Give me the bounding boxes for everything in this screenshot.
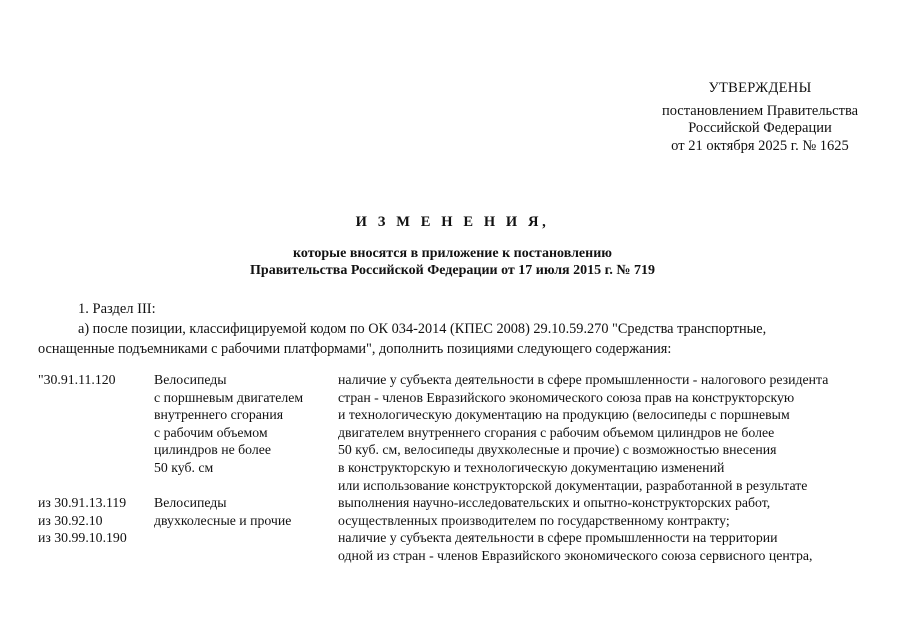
- requirement-line: двигателем внутреннего сгорания с рабочим объемом цилиндров не более: [338, 424, 775, 440]
- requirement-line: и технологическую документацию на продукцию (велосипеды с поршневым: [338, 407, 790, 423]
- code-cell: из 30.91.13.119: [38, 495, 127, 511]
- requirement-line: осуществленных производителем по государственному контракту;: [338, 512, 730, 528]
- codes-column: [38, 371, 127, 547]
- name-line: внутреннего сгорания: [154, 407, 284, 423]
- paragraph-line: а) после позиции, классифицируемой кодом по ОК 034-2014 (КПЕС 2008) 29.10.59.270 "Средства транспортные,: [78, 321, 767, 337]
- requirement-line: 50 куб. см, велосипеды двухколесные и прочие) с возможностью внесения: [338, 442, 777, 458]
- name-line: с поршневым двигателем: [154, 389, 304, 405]
- paragraph-a: [38, 320, 874, 359]
- name-line: с рабочим объемом: [154, 424, 268, 440]
- code-cell: "30.91.11.120: [38, 372, 116, 387]
- requirement-line: стран - членов Евразийского экономического союза прав на конструкторскую: [338, 389, 795, 405]
- code-cell: из 30.99.10.190: [38, 530, 127, 546]
- requirement-line: одной из стран - членов Евразийского экономического союза сервисного центра,: [338, 547, 813, 563]
- subtitle-line: Правительства Российской Федерации от 17 июля 2015 г. № 719: [250, 263, 655, 278]
- name-line: 50 куб. см: [154, 459, 214, 475]
- names-column: [154, 371, 303, 529]
- name-line: двухколесные и прочие: [154, 512, 292, 528]
- requirement-line: наличие у субъекта деятельности в сфере промышленности на территории: [338, 530, 778, 546]
- name-line: Велосипеды: [154, 495, 227, 511]
- section-heading: 1. Раздел III:: [78, 301, 156, 317]
- document-title: И З М Е Н Е Н И Я,: [355, 214, 550, 230]
- approval-date-line: от 21 октября 2025 г. № 1625: [671, 137, 849, 154]
- requirement-line: в конструкторскую и технологическую документацию изменений: [338, 459, 725, 475]
- requirement-line: наличие у субъекта деятельности в сфере промышленности - налогового резидента: [338, 372, 829, 387]
- name-line: Велосипеды: [154, 372, 227, 387]
- requirement-line: или использование конструкторской документации, разработанной в результате: [338, 477, 808, 493]
- code-cell: из 30.92.10: [38, 512, 103, 528]
- requirement-line: выполнения научно-исследовательских и опытно-конструкторских работ,: [338, 495, 771, 511]
- subtitle-line: которые вносятся в приложение к постановлению: [293, 246, 612, 261]
- approval-line: Российской Федерации: [688, 120, 832, 136]
- requirements-column: [338, 371, 828, 565]
- paragraph-line: оснащенные подъемниками с рабочими платформами", дополнить позициями следующего содержания:: [38, 340, 672, 357]
- approval-heading: УТВЕРЖДЕНЫ: [708, 80, 812, 96]
- document-subtitle: [0, 245, 905, 279]
- approval-stamp: [640, 80, 880, 155]
- approval-line: постановлением Правительства: [661, 102, 859, 119]
- name-line: цилиндров не более: [154, 442, 272, 458]
